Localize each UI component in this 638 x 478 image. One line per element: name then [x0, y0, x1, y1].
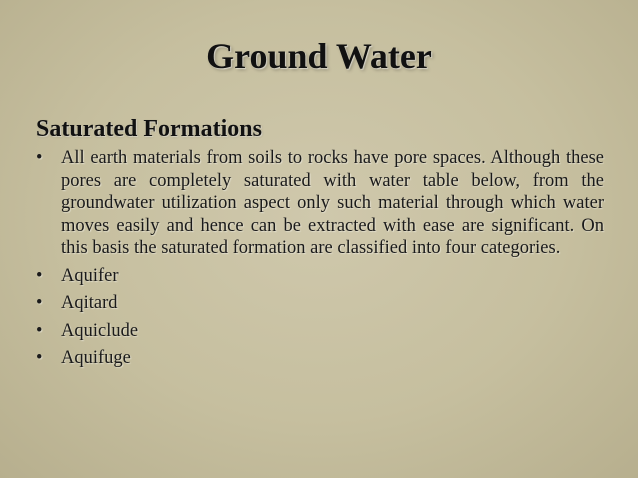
slide-title: Ground Water: [206, 36, 432, 76]
bullet-text: Aquiclude: [61, 320, 139, 341]
bullet-item-intro: [36, 147, 604, 260]
bullet-item-aquifuge: [36, 347, 604, 370]
bullet-text: All earth materials from soils to rocks have pore spaces. Although these pores are completely saturated with water table below, from the groundwater utilization aspect only such material through which water moves easily and hence can be extracted with ease are significant. On this basis the saturated formation are classified into four categories.: [61, 148, 604, 258]
bullet-item-aqitard: [36, 292, 604, 315]
bullet-item-aquifer: [36, 265, 604, 288]
bullet-icon: •: [36, 348, 43, 368]
bullet-icon: •: [36, 148, 43, 168]
bullet-icon: •: [36, 265, 43, 286]
bullet-text: Aquifuge: [61, 348, 131, 368]
bullet-icon: •: [36, 320, 43, 341]
bullet-text: Aquifer: [61, 265, 119, 286]
bullet-item-aquiclude: [36, 320, 604, 343]
slide-subtitle: Saturated Formations: [36, 116, 262, 142]
bullet-icon: •: [36, 293, 43, 313]
bullet-text: Aqitard: [61, 293, 118, 313]
bullet-list: [36, 147, 604, 375]
